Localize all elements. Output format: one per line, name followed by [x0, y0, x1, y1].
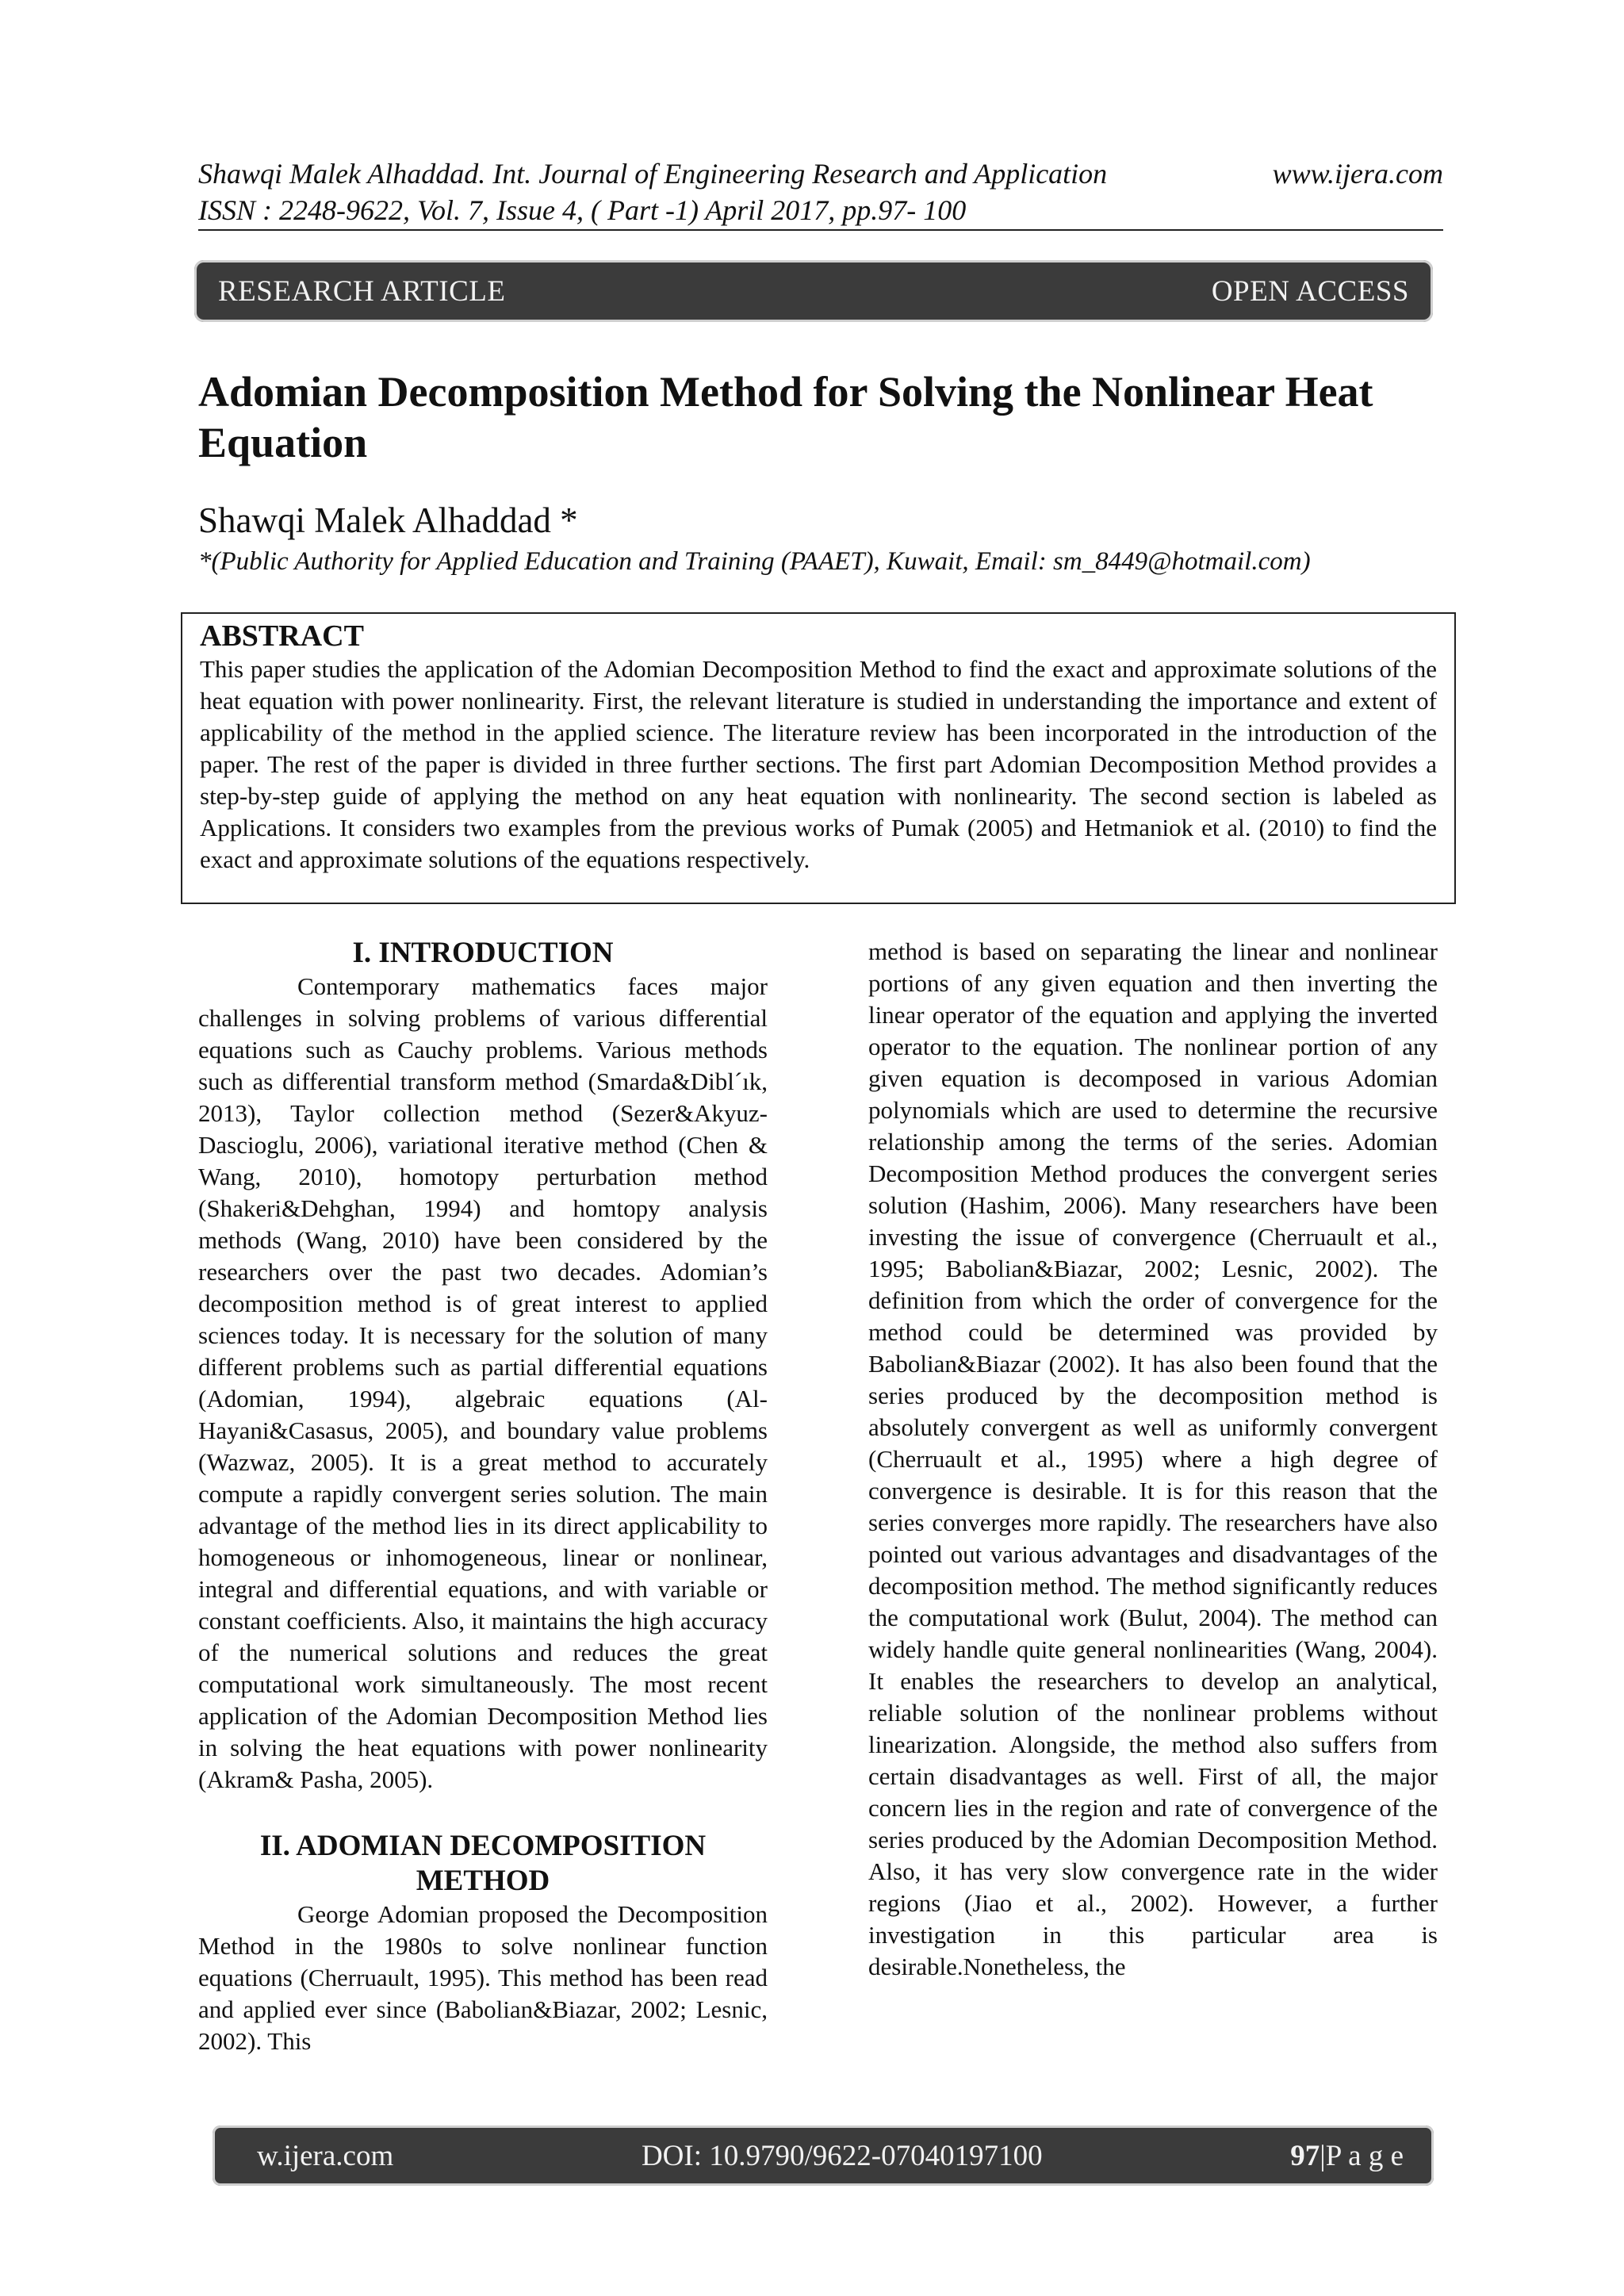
page-label: |P a g e [1320, 2139, 1404, 2172]
open-access-label: OPEN ACCESS [1211, 274, 1409, 308]
paper-title: Adomian Decomposition Method for Solving the Nonlinear Heat Equation [198, 368, 1373, 466]
article-type-banner [194, 260, 1433, 322]
introduction-paragraph: Contemporary mathematics faces major challenges in solving problems of various differential equations such as Cauchy problems. Various methods such as differential transform method (Smarda&Dibl´ık, 2013), Taylor collection method (Sezer&Akyuz-Dascioglu, 2006), variational iterative method (Chen & Wang, 2010), homotopy perturbation method (Shakeri&Dehghan, 1994) and homtopy analysis methods (Wang, 2010) have been considered by the researchers over the past two decades. Adomian’s decomposition method is of great interest to applied sciences today. It is necessary for the solution of many different problems such as partial differential equations (Adomian, 1994), algebraic equations (Al-Hayani&Casasus, 2005), and boundary value problems (Wazwaz, 2005). It is a great method to accurately compute a rapidly convergent series solution. The main advantage of the method lies in its direct applicability to homogeneous or inhomogeneous, linear or nonlinear, integral and differential equations, and with variable or constant coefficients. Also, it maintains the high accuracy of the numerical solutions and reduces the great computational work simultaneously. The most recent application of the Adomian Decomposition Method lies in solving the heat equations with power nonlinearity (Akram& Pasha, 2005). [198, 972, 768, 1793]
introduction-heading: I. INTRODUCTION [352, 937, 614, 969]
author-name: Shawqi Malek Alhaddad * [198, 500, 578, 540]
page-footer [213, 2125, 1434, 2186]
abstract-text: This paper studies the application of the Adomian Decomposition Method to find the exact and approximate solutions of the heat equation with power nonlinearity. First, the relevant literature is studied in understanding the importance and extent of applicability of the method in the applied science. The literature review has been incorporated in the introduction of the paper. The rest of the paper is divided in three further sections. The first part Adomian Decomposition Method provides a step-by-step guide of applying the method on any heat equation with nonlinearity. The second section is labeled as Applications. It considers two examples from the previous works of Pumak (2005) and Hetmaniok et al. (2010) to find the exact and approximate solutions of the equations respectively. [200, 655, 1437, 873]
research-article-label: RESEARCH ARTICLE [218, 274, 506, 308]
page-number: 97 [1290, 2139, 1320, 2172]
adm-continued-paragraph: method is based on separating the linear and nonlinear portions of any given equation and then inverting the linear operator of the equation and applying the inverted operator to the equation. The nonlinear portion of any given equation is decomposed in various Adomian polynomials which are used to determine the recursive relationship among the terms of the series. Adomian Decomposition Method produces the convergent series solution (Hashim, 2006). Many researchers have been investing the issue of convergence (Cherruault et al., 1995; Babolian&Biazar, 2002; Lesnic, 2002). The definition from which the order of convergence for the method could be determined was provided by Babolian&Biazar (2002). It has also been found that the series produced by the decomposition method is absolutely convergent as well as uniformly convergent (Cherruault et al., 1995) where a high degree of convergence is desirable. It is for this reason that the series converges more rapidly. The researchers have also pointed out various advantages and disadvantages of the decomposition method. The method significantly reduces the computational work (Bulut, 2004). The method can widely handle quite general nonlinearities (Wang, 2004). It enables the researchers to develop an analytical, reliable solution of the nonlinear problems without linearization. Alongside, the method also suffers from certain disadvantages as well. First of all, the major concern lies in the region and rate of convergence of the series produced by the Adomian Decomposition Method. Also, it has very slow convergence rate in the wider regions (Jiao et al., 2002). However, a further investigation in this particular area is desirable.Nonetheless, the [868, 937, 1438, 1980]
right-column [868, 936, 1438, 1983]
abstract-box [181, 612, 1456, 904]
journal-citation: Shawqi Malek Alhaddad. Int. Journal of Engineering Research and Application [198, 158, 1108, 190]
issn-line: ISSN : 2248-9622, Vol. 7, Issue 4, ( Part -1) April 2017, pp.97- 100 [198, 194, 967, 226]
footer-page [1290, 2139, 1404, 2173]
running-header [198, 155, 1443, 228]
left-column [198, 936, 768, 2057]
header-divider [198, 229, 1443, 231]
adm-section-heading: II. ADOMIAN DECOMPOSITION METHOD [259, 1830, 707, 1897]
journal-website[interactable]: www.ijera.com [1272, 158, 1443, 190]
footer-website[interactable]: w.ijera.com [257, 2139, 394, 2172]
abstract-heading: ABSTRACT [200, 619, 364, 653]
footer-doi: DOI: 10.9790/9622-07040197100 [641, 2139, 1043, 2172]
adm-paragraph: George Adomian proposed the Decomposition Method in the 1980s to solve nonlinear function equations (Cherruault, 1995). This method has been read and applied ever since (Babolian&Biazar, 2002; Lesnic, 2002). This [198, 1900, 768, 2055]
author-affiliation: *(Public Authority for Applied Education and Training (PAAET), Kuwait, Email: sm_8449@hotmail.com) [198, 547, 1311, 576]
